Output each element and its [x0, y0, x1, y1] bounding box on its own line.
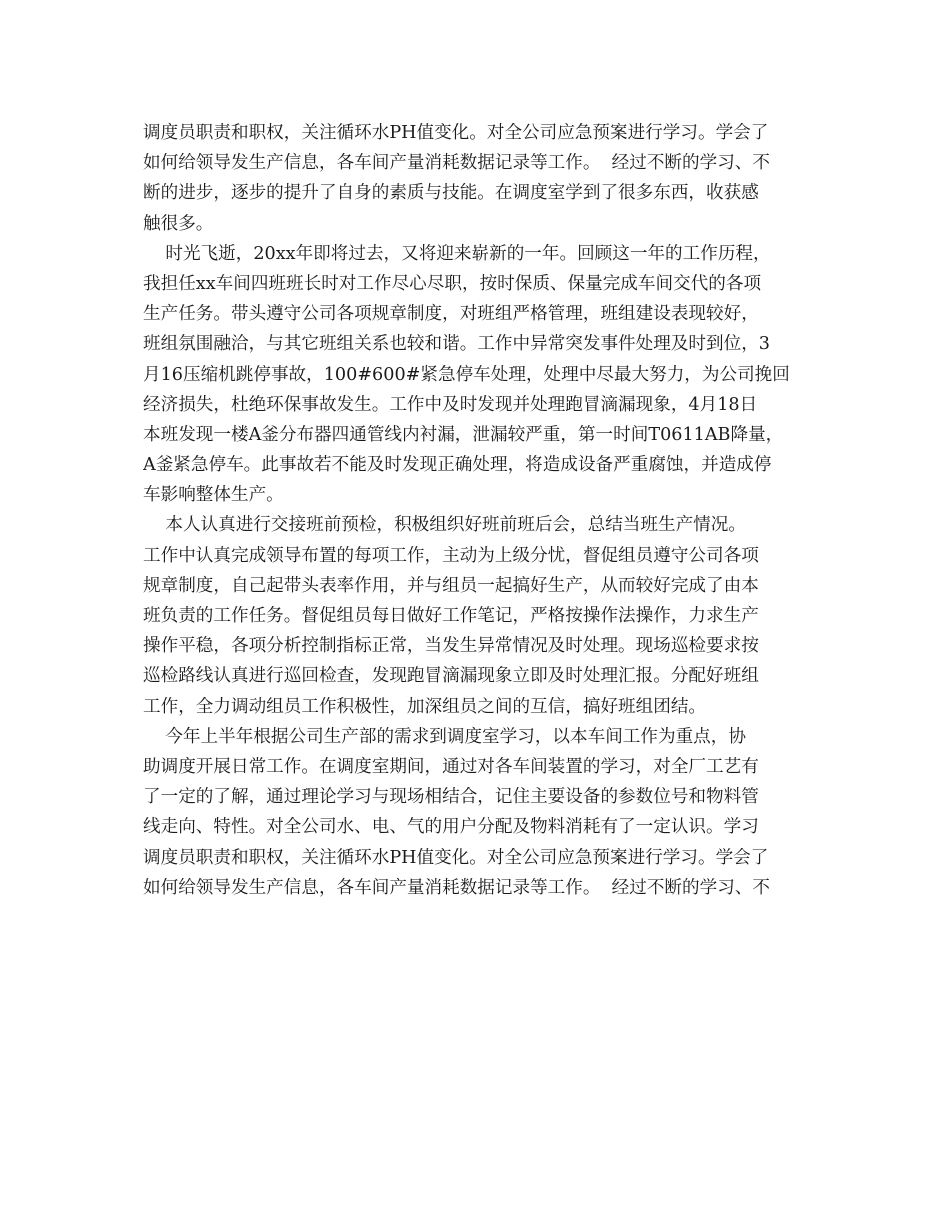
text-line: 助调度开展日常工作。在调度室期间，通过对各车间装置的学习，对全厂工艺有: [143, 756, 759, 777]
text-line: 工作，全力调动组员工作积极性，加深组员之间的互信，搞好班组团结。: [143, 696, 707, 717]
text-line: 月16压缩机跳停事故，100#600#紧急停车处理，处理中尽最大努力，为公司挽回: [143, 364, 790, 385]
text-line: 了一定的了解，通过理论学习与现场相结合，记住主要设备的参数位号和物料管: [143, 787, 759, 808]
text-line: A釜紧急停车。此事故若不能及时发现正确处理，将造成设备严重腐蚀，并造成停: [143, 455, 772, 476]
text-line: 巡检路线认真进行巡回检查，发现跑冒滴漏现象立即及时处理汇报。分配好班组: [143, 666, 759, 687]
text-line: 班组氛围融洽，与其它班组关系也较和谐。工作中异常突发事件处理及时到位，3: [143, 334, 770, 355]
text-line: 如何给领导发生产信息，各车间产量消耗数据记录等工作。 经过不断的学习、不: [143, 153, 770, 174]
text-line: 时光飞逝，20xx年即将过去，又将迎来崭新的一年。回顾这一年的工作历程，: [143, 243, 771, 264]
document-body: [143, 118, 808, 903]
text-line: 工作中认真完成领导布置的每项工作，主动为上级分忧，督促组员遵守公司各项: [143, 545, 759, 566]
text-line: 如何给领导发生产信息，各车间产量消耗数据记录等工作。 经过不断的学习、不: [143, 877, 770, 898]
text-line: 本人认真进行交接班前预检，积极组织好班前班后会，总结当班生产情况。: [143, 515, 746, 536]
text-line: 断的进步，逐步的提升了自身的素质与技能。在调度室学到了很多东西，收获感: [143, 183, 759, 204]
text-line: 线走向、特性。对全公司水、电、气的用户分配及物料消耗有了一定认识。学习: [143, 817, 759, 838]
text-line: 班负责的工作任务。督促组员每日做好工作笔记，严格按操作法操作，力求生产: [143, 606, 759, 626]
text-line: 生产任务。带头遵守公司各项规章制度，对班组严格管理，班组建设表现较好，: [143, 304, 759, 325]
text-line: 调度员职责和职权，关注循环水PH值变化。对全公司应急预案进行学习。学会了: [143, 123, 769, 143]
text-line: 规章制度，自己起带头表率作用，并与组员一起搞好生产，从而较好完成了由本: [143, 575, 759, 596]
text-line: 今年上半年根据公司生产部的需求到调度室学习，以本车间工作为重点，协: [143, 726, 746, 747]
text-line: 经济损失，杜绝环保事故发生。工作中及时发现并处理跑冒滴漏现象，4月18日: [143, 394, 758, 415]
text-line: 我担任xx车间四班班长时对工作尽心尽职，按时保质、保量完成车间交代的各项: [143, 273, 762, 294]
text-line: 调度员职责和职权，关注循环水PH值变化。对全公司应急预案进行学习。学会了: [143, 847, 769, 868]
text-line: 操作平稳，各项分析控制指标正常，当发生异常情况及时处理。现场巡检要求按: [143, 636, 759, 657]
text-line: 本班发现一楼A釜分布器四通管线内衬漏，泄漏较严重，第一时间T0611AB降量，: [143, 424, 784, 445]
text-line: 触很多。: [143, 213, 214, 234]
text-line: 车影响整体生产。: [143, 485, 284, 506]
